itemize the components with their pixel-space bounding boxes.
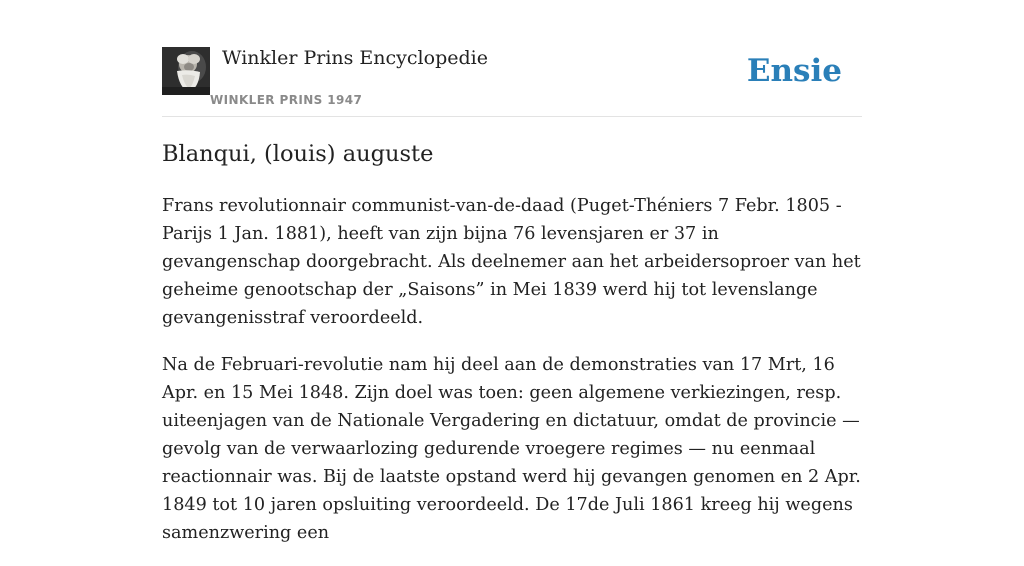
- article-paragraph: Frans revolutionnair communist-van-de-daad (Puget-Théniers 7 Febr. 1805 - Parijs 1 Jan. 1881), heeft van zijn bijna 76 levensjaren er 37 in gevangenschap doorgebracht. Als deelnemer aan het arbeidersoproer van het geheime genootschap der „Saisons” in Mei 1839 werd hij tot levenslange gevangenisstraf veroordeeld.: [162, 196, 861, 328]
- article-title: Blanqui, (louis) auguste: [162, 141, 434, 167]
- portrait-image: [162, 47, 210, 95]
- author-name[interactable]: Winkler Prins Encyclopedie: [222, 47, 488, 69]
- source-label: WINKLER PRINS 1947: [210, 93, 363, 107]
- avatar[interactable]: [162, 47, 210, 95]
- brand-logo-link[interactable]: Ensie: [746, 53, 842, 89]
- article-body: [162, 192, 862, 566]
- article-paragraph: Na de Februari-revolutie nam hij deel aan de demonstraties van 17 Mrt, 16 Apr. en 15 Mei 1848. Zijn doel was toen: geen algemene verkiezingen, resp. uiteenjagen van de Nationale Vergadering en dictatuur, omdat de provincie — gevolg van de verwaarlozing gedurende vroegere regimes — nu eenmaal reactionnair was. Bij de laatste opstand werd hij gevangen genomen en 2 Apr. 1849 tot 10 jaren opsluiting veroordeeld. De 17de Juli 1861 kreeg hij wegens samenzwering een: [162, 355, 861, 543]
- article-header: [162, 46, 862, 117]
